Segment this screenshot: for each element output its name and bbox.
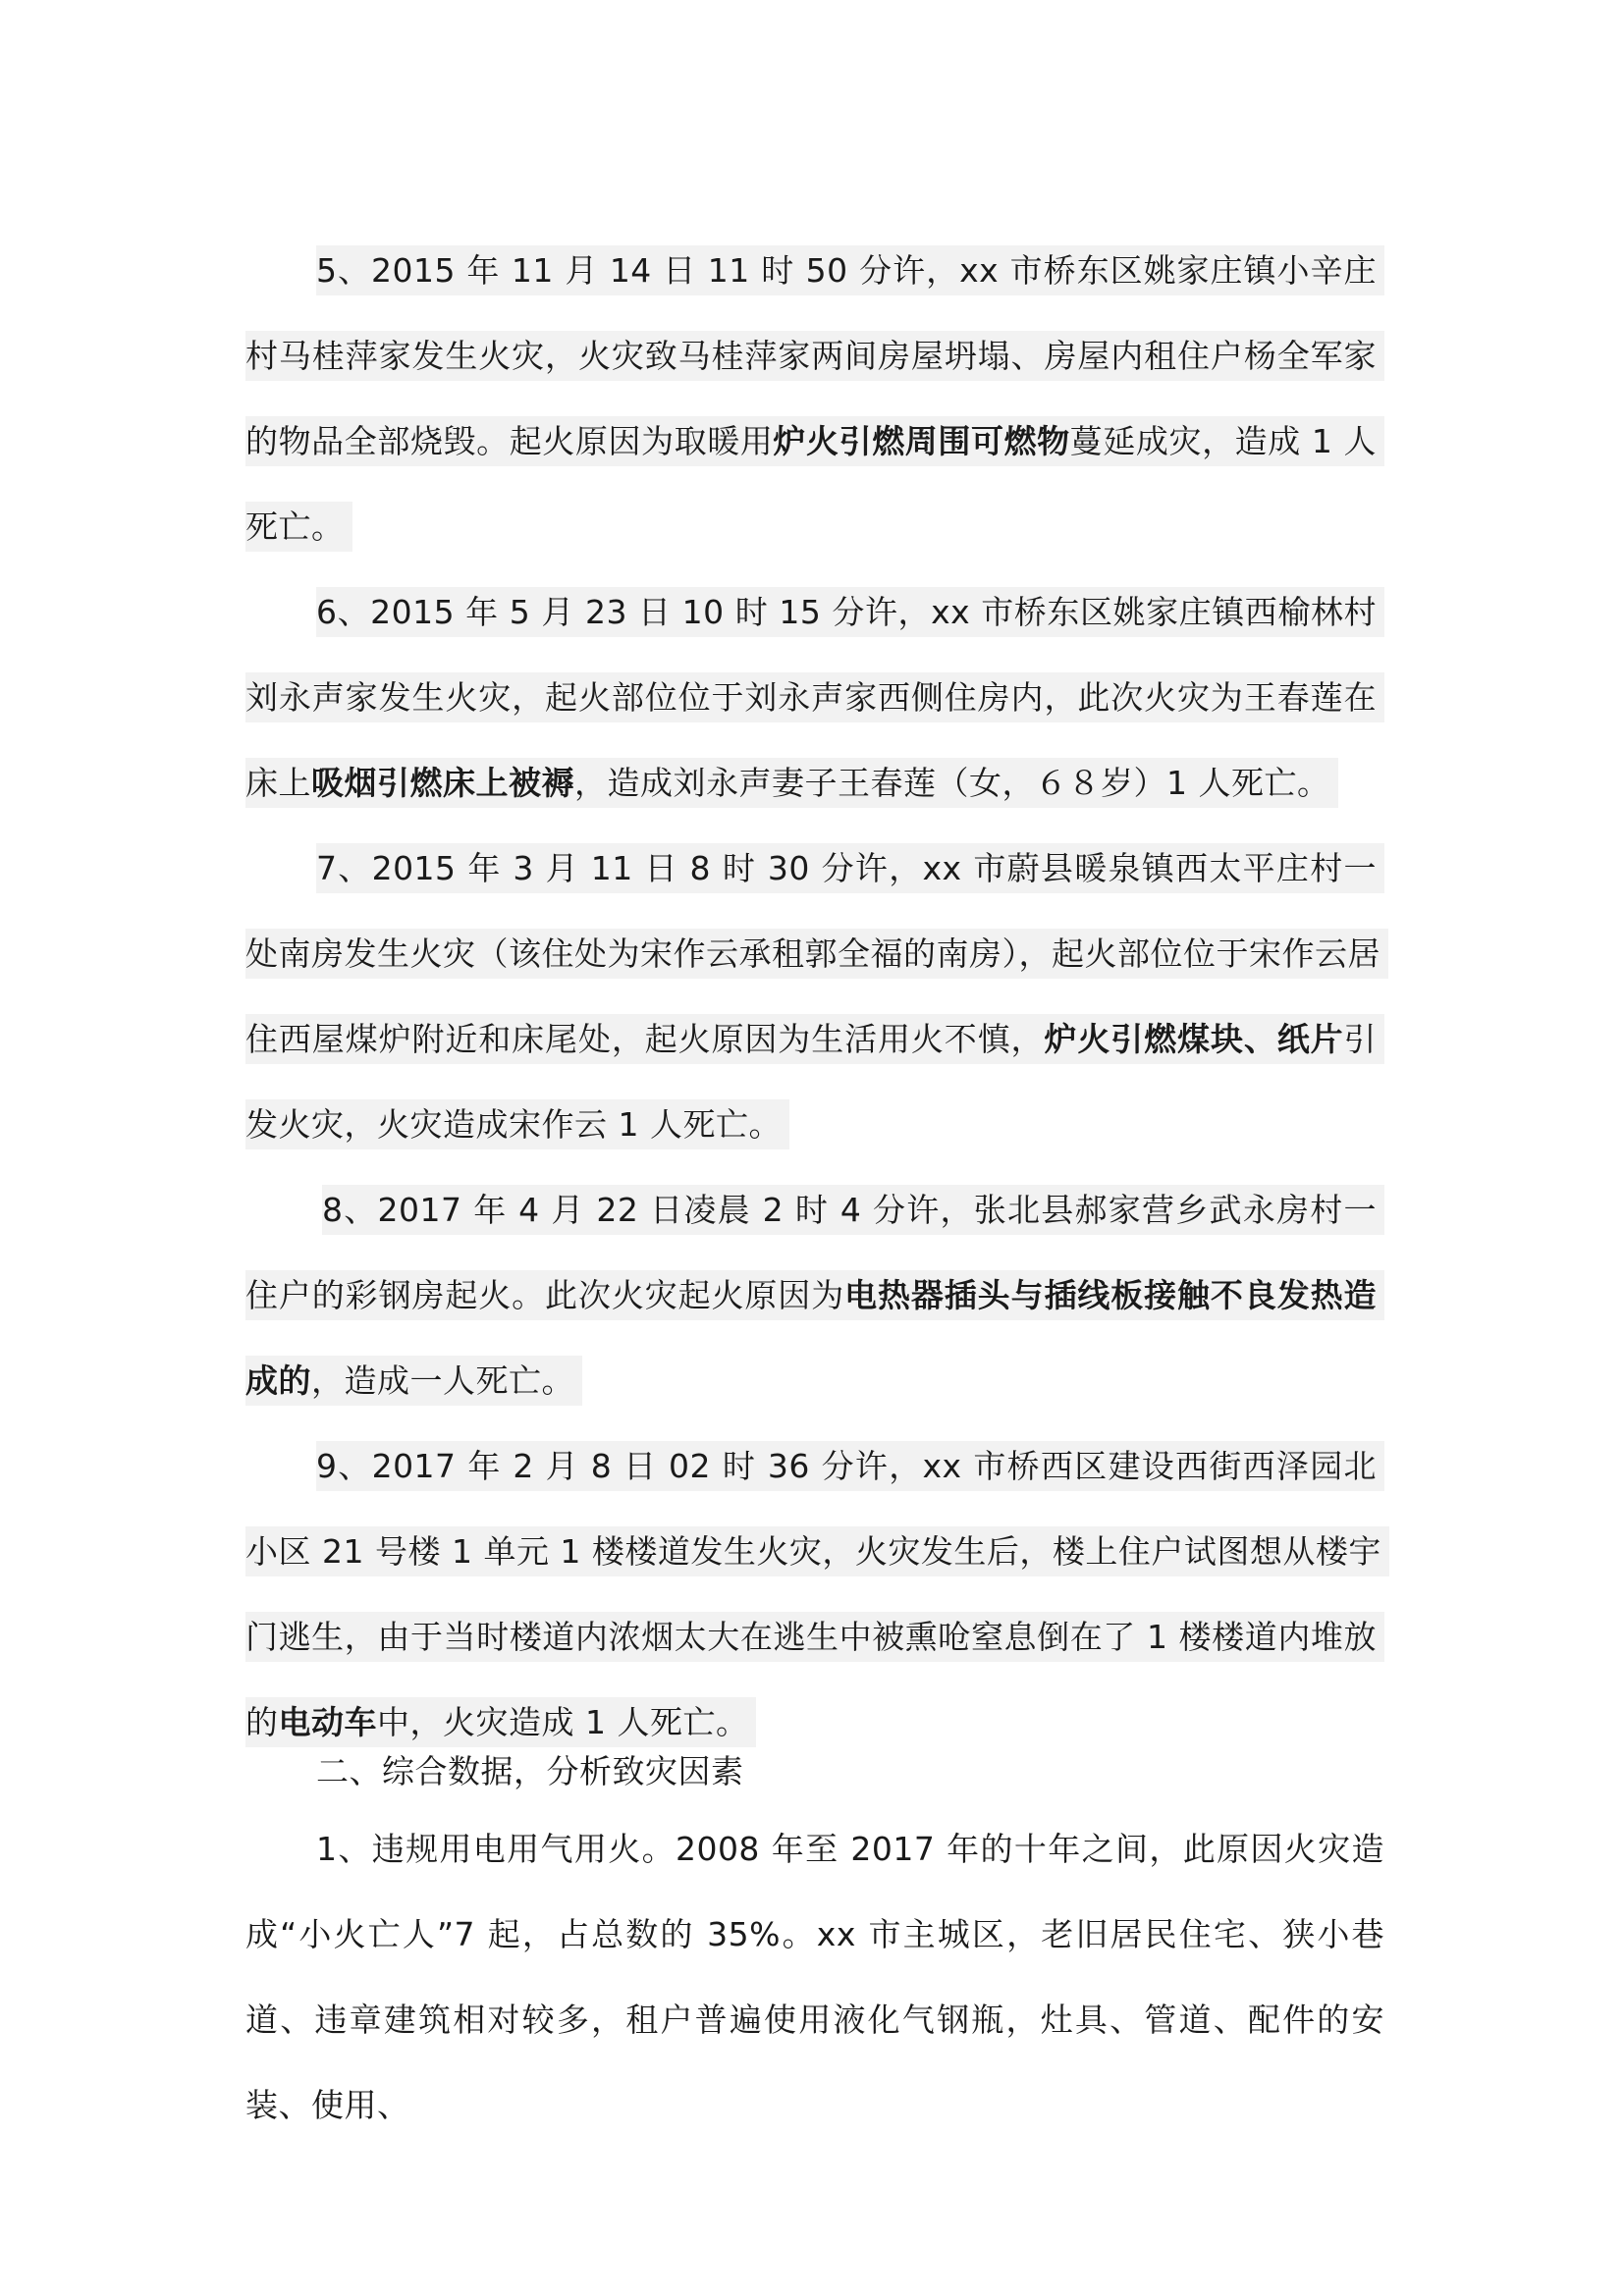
- case-paragraph-5: [245, 228, 1384, 569]
- case-text-after: ，造成刘永声妻子王春莲（女，６８岁）1 人死亡。: [574, 764, 1330, 802]
- case-text-after: 引发火灾，火灾造成宋作云 1 人死亡。: [245, 1020, 1378, 1144]
- highlighted-text: [245, 843, 1388, 1149]
- section-heading: 二、综合数据，分析致灾因素: [316, 1752, 744, 1790]
- case-paragraph-9: [245, 1423, 1384, 1765]
- case-text-after: ，造成一人死亡。: [311, 1362, 574, 1400]
- analysis-first-line: 1、违规用电用气用火。2008 年至 2017 年的十年之间，此原因火灾造成: [245, 1830, 1384, 1953]
- case-list: [245, 228, 1384, 1765]
- case-text-after: 蔓延成灾，造成 1 人死亡。: [245, 422, 1378, 546]
- case-text-before: 6、2015 年 5 月 23 日 10 时 15 分许，xx 市桥东区姚家庄镇西榆林村刘永声家发生火灾，起火部位位于刘永声家西侧住房内，此次火灾为王春莲在床上: [245, 593, 1377, 802]
- case-text-before: 8、2017 年 4 月 22 日凌晨 2 时 4 分许，张北县郝家营乡武永房村一住户的彩钢房起火。此次火灾起火原因为: [245, 1191, 1377, 1314]
- case-paragraph-7: [245, 826, 1384, 1167]
- case-cause-bold: 电热器插头与插线板接触不良发热造成的: [245, 1276, 1378, 1400]
- highlighted-text: [245, 1441, 1389, 1747]
- case-text-before: 5、2015 年 11 月 14 日 11 时 50 分许，xx 市桥东区姚家庄镇小辛庄村马桂萍家发生火灾，火灾致马桂萍家两间房屋坍塌、房屋内租住户杨全军家的物品全部烧毁。起火原因为取暖用: [245, 251, 1377, 460]
- highlighted-text: [245, 1830, 1384, 2124]
- case-cause-bold: 吸烟引燃床上被褥: [311, 764, 574, 802]
- analysis-rest: “小火亡人”7 起，占总数的 35%。xx 市主城区，老旧居民住宅、狭小巷道、违章建筑相对较多，租户普遍使用液化气钢瓶，灶具、管道、配件的安装、使用、: [245, 1915, 1384, 2124]
- highlighted-text: [245, 245, 1384, 552]
- highlighted-text: [245, 587, 1384, 808]
- case-cause-bold: 炉火引燃煤块、纸片: [1044, 1020, 1344, 1058]
- case-paragraph-6: [245, 569, 1384, 826]
- case-cause-bold: 电动车: [278, 1703, 377, 1741]
- analysis-paragraph: [245, 1806, 1384, 2148]
- case-cause-bold: 炉火引燃周围可燃物: [773, 422, 1070, 460]
- analysis-section: [245, 1737, 1384, 2148]
- highlighted-text: [245, 1185, 1384, 1406]
- case-text-before: 9、2017 年 2 月 8 日 02 时 36 分许，xx 市桥西区建设西街西泽园北小区 21 号楼 1 单元 1 楼楼道发生火灾，火灾发生后，楼上住户试图想从楼宇门逃生，由于当时楼道内浓烟太大在逃生中被熏呛窒息倒在了 1 楼楼道内堆放的: [245, 1447, 1381, 1741]
- case-paragraph-8: [245, 1167, 1384, 1423]
- case-text-before: 7、2015 年 3 月 11 日 8 时 30 分许，xx 市蔚县暖泉镇西太平庄村一处南房发生火灾（该住处为宋作云承租郭全福的南房），起火部位位于宋作云居住西屋煤炉附近和床尾处，起火原因为生活用火不慎，: [245, 849, 1380, 1058]
- case-text-after: 中，火灾造成 1 人死亡。: [377, 1703, 749, 1741]
